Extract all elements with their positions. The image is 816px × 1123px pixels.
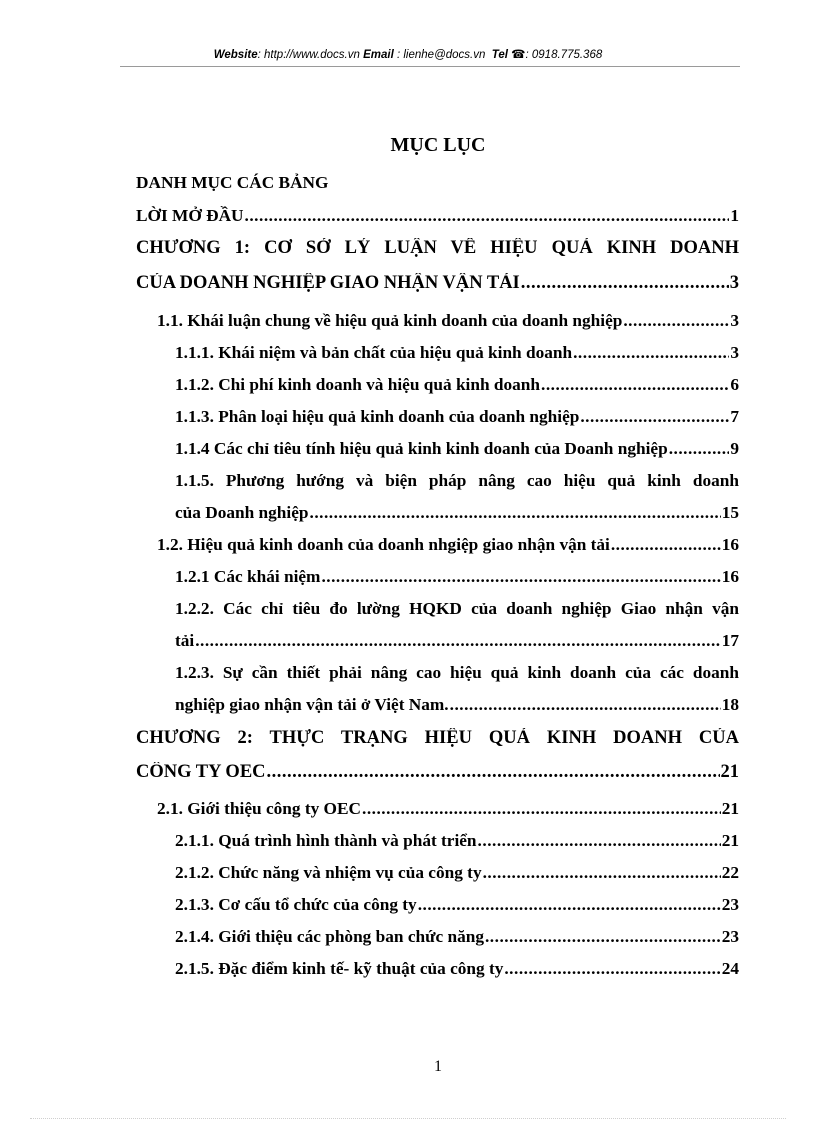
toc-entry-page: 16 xyxy=(721,567,739,586)
toc-entry-text: tải xyxy=(175,631,195,650)
page-title: MỤC LỤC xyxy=(390,134,486,156)
toc-entry-page: 1 xyxy=(730,206,739,225)
page-number: 1 xyxy=(434,1058,442,1075)
toc-entry-text: 1.1.3. Phân loại hiệu quả kinh doanh của doanh nghiệp xyxy=(175,407,580,426)
toc-entry-page: 16 xyxy=(721,535,739,554)
toc-entry-page: 22 xyxy=(721,863,739,882)
toc-entry-text: 1.1.2. Chi phí kinh doanh và hiệu quả kinh doanh xyxy=(175,375,541,394)
toc-entry-text: LỜI MỞ ĐẦU xyxy=(136,206,244,225)
toc-entry-1-2-2[interactable]: 1.2.2. Các chỉ tiêu đo lường HQKD của doanh nghiệp Giao nhận vận xyxy=(175,599,739,618)
toc-entry-1-1-1[interactable] xyxy=(175,343,739,363)
toc-entry-page: 6 xyxy=(730,375,739,394)
toc-entry-text: 2.1.5. Đặc điểm kinh tế- kỹ thuật của công ty xyxy=(175,959,504,978)
toc-leader-dots xyxy=(450,695,721,715)
toc-entry-page: 3 xyxy=(730,311,739,330)
toc-entry-page: 21 xyxy=(721,831,739,850)
toc-entry-chapter-1[interactable]: CHƯƠNG 1: CƠ SỞ LÝ LUẬN VỀ HIỆU QUẢ KINH DOANH xyxy=(136,238,739,258)
toc-leader-dots xyxy=(418,895,721,915)
website-value: : http://www.docs.vn xyxy=(257,49,360,61)
toc-entry-1-1-5[interactable]: 1.1.5. Phương hướng và biện pháp nâng cao hiệu quả kinh doanh xyxy=(175,471,739,490)
toc-leader-dots xyxy=(483,863,721,883)
toc-entry-page: 18 xyxy=(721,695,739,714)
toc-entry-text: CỦA DOANH NGHIỆP GIAO NHẬN VẬN TẢI xyxy=(136,273,520,293)
header-divider xyxy=(120,66,740,67)
toc-leader-dots xyxy=(321,567,720,587)
page-header xyxy=(0,47,816,61)
toc-entry-1-2[interactable] xyxy=(157,535,739,555)
toc-entry-chapter-2-cont[interactable] xyxy=(136,762,739,783)
toc-entry-2-1[interactable] xyxy=(157,799,739,819)
toc-entry-1-2-3[interactable]: 1.2.3. Sự cần thiết phải nâng cao hiệu quả kinh doanh của các doanh xyxy=(175,663,739,682)
toc-entry-text: 2.1.1. Quá trình hình thành và phát triển xyxy=(175,831,477,850)
tel-label: Tel xyxy=(491,49,508,61)
toc-entry-2-1-4[interactable] xyxy=(175,927,739,947)
toc-entry-text: 2.1.2. Chức năng và nhiệm vụ của công ty xyxy=(175,863,482,882)
toc-entry-1-2-3-cont[interactable] xyxy=(175,695,739,715)
toc-leader-dots xyxy=(195,631,721,651)
toc-entry-2-1-3[interactable] xyxy=(175,895,739,915)
toc-entry-page: 7 xyxy=(730,407,739,426)
bottom-divider xyxy=(30,1118,786,1119)
toc-entry-1-1-5-cont[interactable] xyxy=(175,503,739,523)
toc-entry-2-1-5[interactable] xyxy=(175,959,739,979)
toc-entry-page: 17 xyxy=(721,631,739,650)
toc-entry-page: 21 xyxy=(721,799,739,818)
toc-entry-text: 1.1.1. Khái niệm và bản chất của hiệu quả kinh doanh xyxy=(175,343,573,362)
toc-entry-text: 1.1.4 Các chỉ tiêu tính hiệu quả kinh kinh doanh của Doanh nghiệp xyxy=(175,439,668,458)
toc-entry-1-2-2-cont[interactable] xyxy=(175,631,739,651)
toc-leader-dots xyxy=(580,407,729,427)
email-value: : lienhe@docs.vn xyxy=(396,49,486,61)
phone-icon: ☎ xyxy=(511,49,526,61)
toc-entry-text: CÔNG TY OEC xyxy=(136,762,266,782)
toc-entry-page: 15 xyxy=(721,503,739,522)
toc-entry-text: 2.1.3. Cơ cấu tổ chức của công ty xyxy=(175,895,417,914)
toc-entry-text: 2.1. Giới thiệu công ty OEC xyxy=(157,799,361,818)
toc-leader-dots xyxy=(573,343,729,363)
toc-entry-text: 1.2.1 Các khái niệm xyxy=(175,567,321,586)
toc-entry-page: 23 xyxy=(721,927,739,946)
toc-leader-dots xyxy=(478,831,721,851)
toc-leader-dots xyxy=(541,375,729,395)
toc-leader-dots xyxy=(504,959,720,979)
toc-entry-2-1-2[interactable] xyxy=(175,863,739,883)
toc-entry-text: 1.2. Hiệu quả kinh doanh của doanh nhgiệp giao nhận vận tải xyxy=(157,535,610,554)
toc-entry-loi-mo-dau[interactable] xyxy=(136,206,739,226)
toc-entry-text: 1.1. Khái luận chung về hiệu quả kinh doanh của doanh nghiệp xyxy=(157,311,623,330)
toc-entry-page: 3 xyxy=(729,273,739,293)
toc-entry-chapter-2[interactable]: CHƯƠNG 2: THỰC TRẠNG HIỆU QUẢ KINH DOANH CỦA xyxy=(136,728,739,748)
toc-entry-page: 3 xyxy=(730,343,739,362)
toc-leader-dots xyxy=(267,762,720,783)
toc-entry-1-1-2[interactable] xyxy=(175,375,739,395)
toc-leader-dots xyxy=(245,206,730,226)
toc-leader-dots xyxy=(310,503,721,523)
toc-entry-danh-muc[interactable]: DANH MỤC CÁC BẢNG xyxy=(136,173,329,192)
toc-entry-1-1-3[interactable] xyxy=(175,407,739,427)
tel-value: : 0918.775.368 xyxy=(525,49,603,61)
toc-leader-dots xyxy=(669,439,730,459)
toc-entry-page: 23 xyxy=(721,895,739,914)
toc-entry-2-1-1[interactable] xyxy=(175,831,739,851)
toc-leader-dots xyxy=(362,799,721,819)
email-label: Email xyxy=(363,49,394,61)
toc-entry-page: 24 xyxy=(721,959,739,978)
toc-entry-text: nghiệp giao nhận vận tải ở Việt Nam. xyxy=(175,695,449,714)
toc-entry-chapter-1-cont[interactable] xyxy=(136,273,739,294)
toc-entry-1-1[interactable] xyxy=(157,311,739,331)
toc-entry-page: 21 xyxy=(720,762,739,782)
toc-entry-1-1-4[interactable] xyxy=(175,439,739,459)
toc-leader-dots xyxy=(623,311,729,331)
toc-entry-text: của Doanh nghiệp xyxy=(175,503,309,522)
toc-leader-dots xyxy=(521,273,729,294)
toc-entry-text: 2.1.4. Giới thiệu các phòng ban chức năng xyxy=(175,927,484,946)
toc-entry-1-2-1[interactable] xyxy=(175,567,739,587)
toc-leader-dots xyxy=(485,927,721,947)
toc-leader-dots xyxy=(611,535,721,555)
website-label: Website xyxy=(213,49,258,61)
toc-entry-page: 9 xyxy=(730,439,739,458)
